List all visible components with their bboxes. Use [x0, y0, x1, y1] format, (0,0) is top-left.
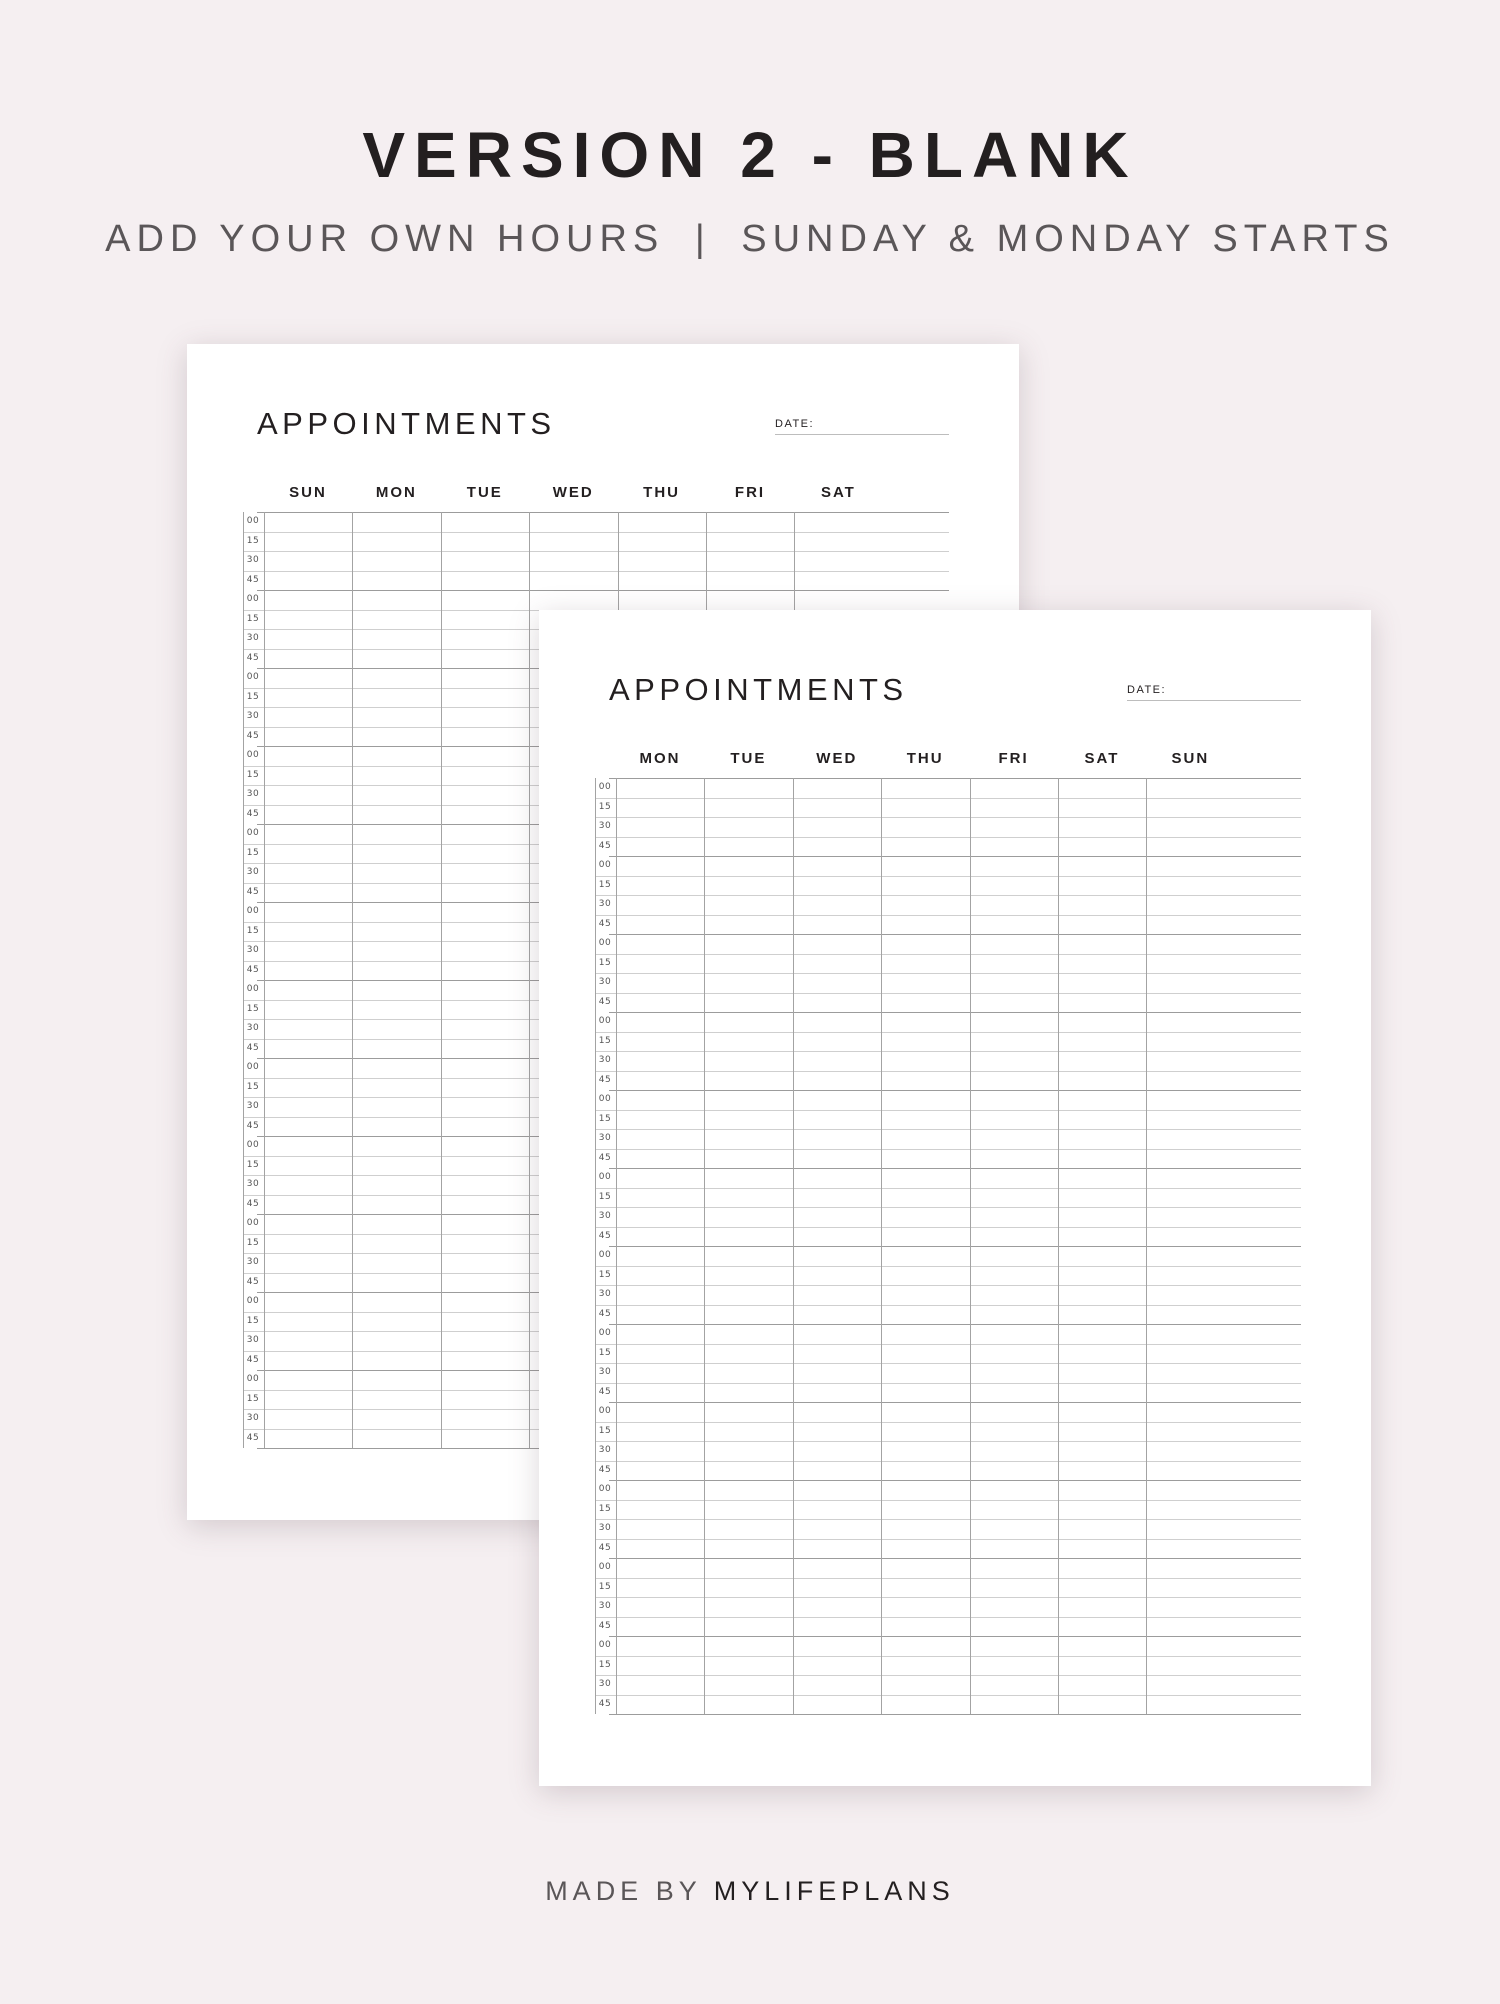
day-column-divider [441, 512, 442, 1448]
minute-label: 45 [598, 840, 612, 851]
minute-label: 30 [246, 1257, 260, 1267]
day-column-divider [352, 512, 353, 1448]
quarter-divider [595, 1227, 1301, 1228]
day-header-sat: SAT [820, 484, 856, 501]
quarter-divider [595, 817, 1301, 818]
date-label: DATE: [775, 418, 815, 430]
quarter-divider [595, 1441, 1301, 1442]
minute-label: 45 [598, 918, 612, 929]
minute-label: 15 [246, 613, 260, 624]
minute-label: 15 [246, 535, 260, 546]
minute-label: 15 [246, 1393, 260, 1404]
minute-label: 45 [246, 964, 260, 975]
minute-label: 30 [598, 1289, 612, 1299]
minute-label: 30 [598, 1211, 612, 1221]
subtitle-separator: | [694, 218, 711, 260]
quarter-divider [595, 993, 1301, 994]
minute-label: 00 [246, 516, 260, 526]
minute-label: 00 [598, 1328, 612, 1338]
hour-divider [257, 590, 949, 591]
hour-divider [609, 1402, 1301, 1403]
quarter-divider [595, 1266, 1301, 1267]
hour-divider [609, 1558, 1301, 1559]
hour-divider [609, 1012, 1301, 1013]
day-column-divider [793, 778, 794, 1714]
quarter-divider [595, 915, 1301, 916]
minute-label: 00 [246, 1296, 260, 1306]
minute-label: 45 [598, 1464, 612, 1475]
footer-credit [0, 1876, 1500, 1907]
minute-label: 30 [598, 1523, 612, 1533]
hour-divider [609, 1714, 1301, 1715]
minute-label: 00 [598, 938, 612, 948]
day-header-thu: THU [906, 750, 944, 767]
subtitle-hours: ADD YOUR OWN HOURS [105, 218, 665, 260]
quarter-divider [595, 1071, 1301, 1072]
footer-prefix: MADE BY [545, 1876, 702, 1906]
minute-label: 30 [246, 711, 260, 721]
planner-title: APPOINTMENTS [257, 406, 556, 441]
day-column-divider [704, 778, 705, 1714]
quarter-divider [595, 1363, 1301, 1364]
hour-divider [609, 1324, 1301, 1325]
subtitle-starts: SUNDAY & MONDAY STARTS [741, 218, 1395, 260]
minute-label: 00 [246, 984, 260, 994]
minute-label: 45 [598, 1386, 612, 1397]
minute-label: 00 [598, 860, 612, 870]
minute-label: 00 [246, 672, 260, 682]
minute-label: 45 [246, 886, 260, 897]
quarter-divider [243, 551, 949, 552]
minute-label: 45 [246, 1276, 260, 1287]
minute-label: 15 [598, 1581, 612, 1592]
quarter-divider [595, 1519, 1301, 1520]
minute-label: 45 [246, 730, 260, 741]
time-column-divider [595, 778, 596, 1714]
minute-label: 00 [246, 1374, 260, 1384]
planner-title: APPOINTMENTS [609, 672, 908, 707]
minute-label: 45 [246, 1198, 260, 1209]
quarter-divider [595, 1500, 1301, 1501]
quarter-divider [595, 1578, 1301, 1579]
quarter-divider [595, 837, 1301, 838]
day-header-mon: MON [375, 484, 417, 501]
minute-label: 45 [598, 1542, 612, 1553]
minute-label: 15 [246, 1081, 260, 1092]
minute-label: 30 [598, 1055, 612, 1065]
quarter-divider [595, 1422, 1301, 1423]
minute-label: 00 [598, 1016, 612, 1026]
date-label: DATE: [1127, 684, 1167, 696]
minute-label: 00 [598, 1406, 612, 1416]
day-header-wed: WED [816, 750, 858, 767]
minute-label: 00 [246, 906, 260, 916]
minute-label: 30 [598, 899, 612, 909]
quarter-divider [595, 798, 1301, 799]
hour-divider [609, 856, 1301, 857]
quarter-divider [595, 1461, 1301, 1462]
hour-divider [257, 512, 949, 513]
hour-divider [609, 934, 1301, 935]
minute-label: 15 [246, 1003, 260, 1014]
day-header-sun: SUN [1171, 750, 1210, 767]
minute-label: 45 [246, 1120, 260, 1131]
minute-label: 15 [598, 801, 612, 812]
minute-label: 30 [246, 555, 260, 565]
minute-label: 00 [598, 1094, 612, 1104]
minute-label: 15 [598, 1347, 612, 1358]
minute-label: 15 [598, 879, 612, 890]
day-column-divider [970, 778, 971, 1714]
minute-label: 15 [598, 1269, 612, 1280]
minute-label: 45 [598, 996, 612, 1007]
minute-label: 30 [246, 1413, 260, 1423]
day-header-fri: FRI [734, 484, 766, 501]
minute-label: 30 [598, 821, 612, 831]
minute-label: 15 [598, 1425, 612, 1436]
minute-label: 30 [246, 945, 260, 955]
minute-label: 15 [246, 925, 260, 936]
quarter-divider [243, 532, 949, 533]
quarter-divider [595, 1129, 1301, 1130]
minute-label: 45 [598, 1074, 612, 1085]
quarter-divider [595, 1656, 1301, 1657]
day-column-divider [881, 778, 882, 1714]
day-column-divider [1146, 778, 1147, 1714]
minute-label: 00 [246, 828, 260, 838]
minute-label: 15 [598, 1659, 612, 1670]
minute-label: 30 [598, 1445, 612, 1455]
quarter-divider [595, 1539, 1301, 1540]
minute-label: 45 [598, 1698, 612, 1709]
day-header-thu: THU [643, 484, 680, 501]
quarter-divider [595, 1383, 1301, 1384]
quarter-divider [243, 571, 949, 572]
minute-label: 00 [598, 1172, 612, 1182]
day-header-mon: MON [639, 750, 681, 767]
footer-brand: MYLIFEPLANS [713, 1876, 955, 1906]
day-header-fri: FRI [998, 750, 1029, 767]
minute-label: 45 [246, 1432, 260, 1443]
quarter-divider [595, 1051, 1301, 1052]
day-header-wed: WED [552, 484, 594, 501]
minute-label: 00 [246, 1062, 260, 1072]
minute-label: 00 [246, 594, 260, 604]
minute-label: 30 [246, 867, 260, 877]
day-column-divider [1058, 778, 1059, 1714]
minute-label: 15 [246, 847, 260, 858]
quarter-divider [595, 1207, 1301, 1208]
date-line[interactable] [775, 434, 949, 435]
minute-label: 00 [246, 1140, 260, 1150]
hero-title: VERSION 2 - BLANK [362, 119, 1138, 191]
quarter-divider [595, 954, 1301, 955]
hour-divider [609, 1480, 1301, 1481]
minute-label: 45 [598, 1308, 612, 1319]
quarter-divider [595, 1032, 1301, 1033]
minute-label: 45 [598, 1152, 612, 1163]
minute-label: 30 [246, 1179, 260, 1189]
minute-label: 45 [598, 1230, 612, 1241]
minute-label: 15 [598, 1191, 612, 1202]
quarter-divider [595, 895, 1301, 896]
time-column-divider [243, 512, 244, 1448]
quarter-divider [595, 1597, 1301, 1598]
quarter-divider [595, 876, 1301, 877]
minute-label: 30 [598, 977, 612, 987]
minute-label: 30 [246, 1101, 260, 1111]
minute-label: 15 [598, 1035, 612, 1046]
minute-label: 45 [246, 1042, 260, 1053]
minute-label: 00 [598, 1562, 612, 1572]
minute-label: 30 [598, 1601, 612, 1611]
minute-label: 00 [246, 750, 260, 760]
minute-label: 45 [246, 574, 260, 585]
minute-label: 15 [246, 1159, 260, 1170]
minute-label: 15 [598, 1503, 612, 1514]
quarter-divider [595, 1695, 1301, 1696]
minute-label: 15 [246, 691, 260, 702]
minute-label: 30 [598, 1133, 612, 1143]
minute-label: 45 [246, 808, 260, 819]
hour-divider [609, 1168, 1301, 1169]
hour-divider [609, 778, 1301, 779]
minute-label: 30 [246, 1335, 260, 1345]
minute-label: 30 [598, 1367, 612, 1377]
minute-label: 15 [598, 1113, 612, 1124]
minute-label: 30 [246, 633, 260, 643]
quarter-divider [595, 973, 1301, 974]
minute-label: 00 [598, 1640, 612, 1650]
minute-label: 00 [598, 1250, 612, 1260]
quarter-divider [595, 1617, 1301, 1618]
quarter-divider [595, 1305, 1301, 1306]
minute-label: 15 [598, 957, 612, 968]
time-column-divider [264, 512, 265, 1448]
minute-label: 00 [598, 1484, 612, 1494]
minute-label: 45 [246, 652, 260, 663]
day-header-sat: SAT [1084, 750, 1120, 767]
minute-label: 15 [246, 1315, 260, 1326]
minute-label: 30 [246, 789, 260, 799]
day-header-sun: SUN [289, 484, 327, 501]
date-line[interactable] [1127, 700, 1301, 701]
day-column-divider [529, 512, 530, 1448]
minute-label: 00 [246, 1218, 260, 1228]
minute-label: 45 [598, 1620, 612, 1631]
quarter-divider [595, 1149, 1301, 1150]
quarter-divider [595, 1285, 1301, 1286]
quarter-divider [595, 1110, 1301, 1111]
hour-divider [609, 1090, 1301, 1091]
time-column-divider [616, 778, 617, 1714]
quarter-divider [595, 1675, 1301, 1676]
hero-subtitle [0, 218, 1500, 261]
hour-divider [609, 1636, 1301, 1637]
day-header-tue: TUE [730, 750, 767, 767]
quarter-divider [595, 1344, 1301, 1345]
minute-label: 45 [246, 1354, 260, 1365]
minute-label: 15 [246, 769, 260, 780]
minute-label: 15 [246, 1237, 260, 1248]
hour-divider [609, 1246, 1301, 1247]
planner-page-monday-start [539, 610, 1371, 1786]
quarter-divider [595, 1188, 1301, 1189]
minute-label: 00 [598, 782, 612, 792]
minute-label: 30 [598, 1679, 612, 1689]
day-header-tue: TUE [466, 484, 503, 501]
minute-label: 30 [246, 1023, 260, 1033]
